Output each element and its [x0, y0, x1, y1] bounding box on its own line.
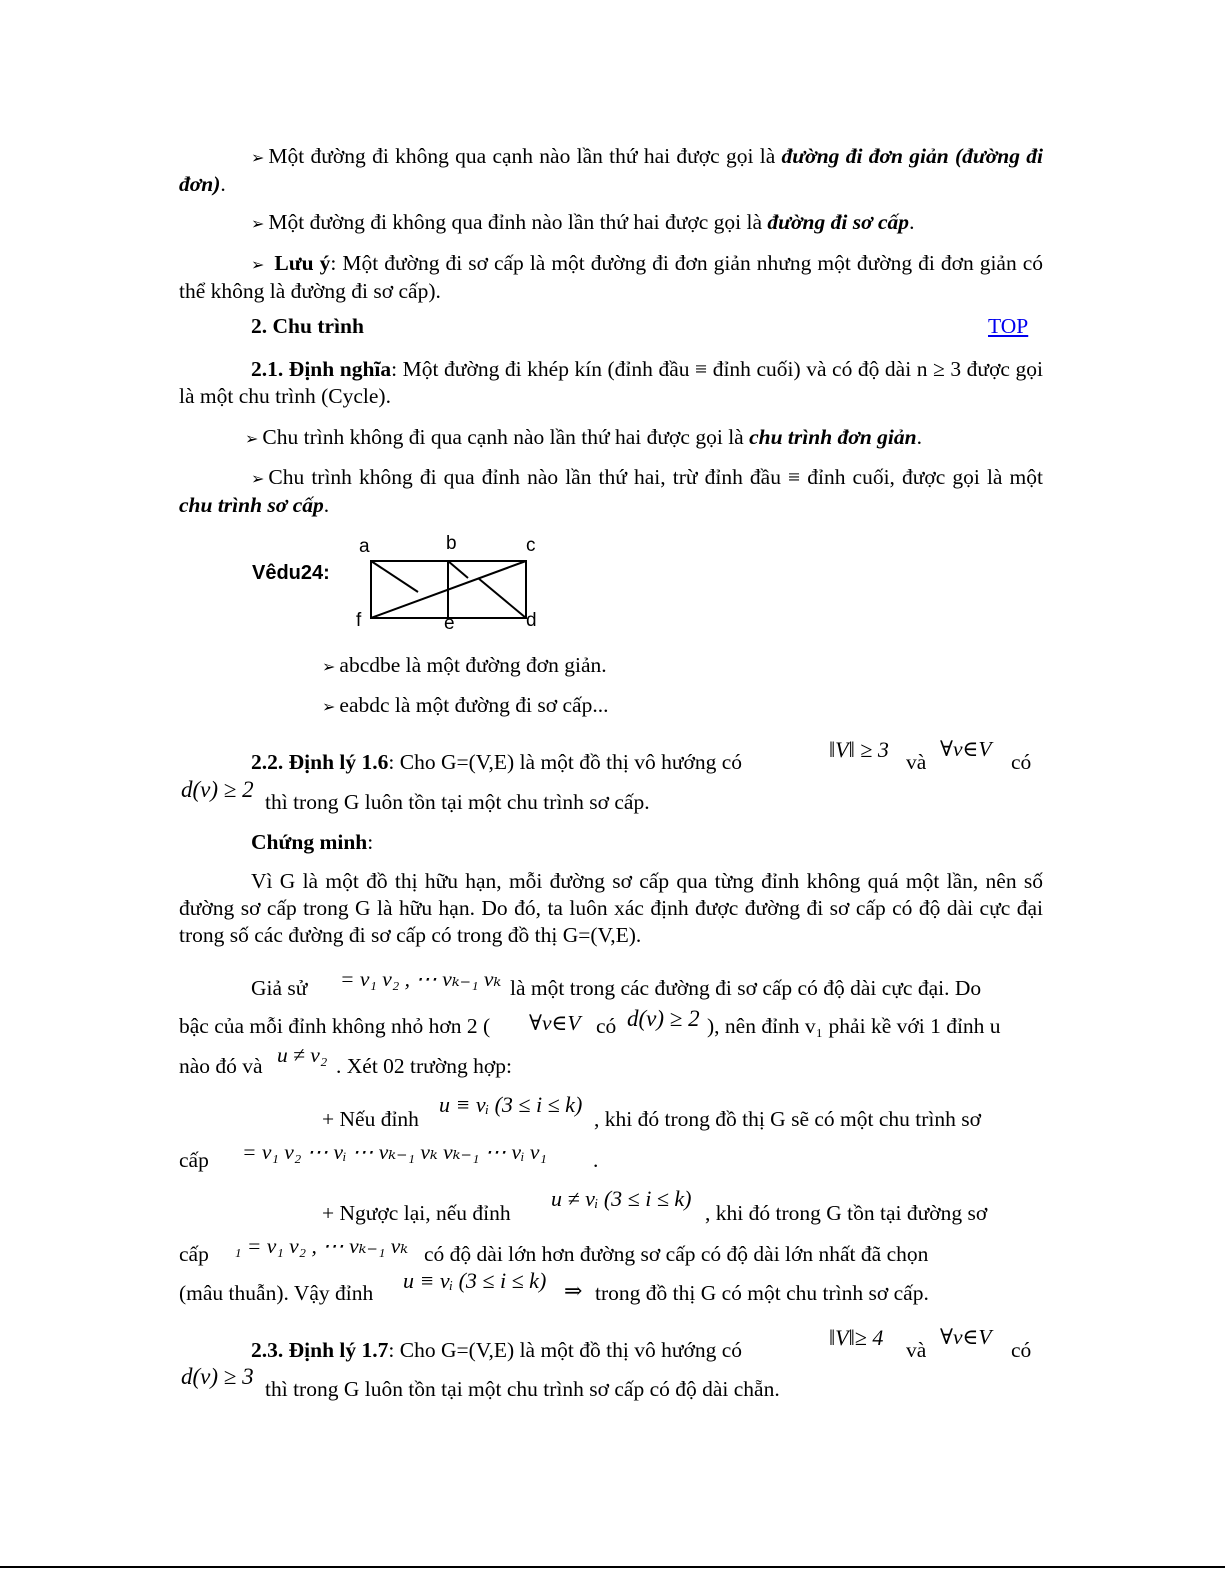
- figure-caption: Vêdu24:: [252, 562, 330, 584]
- arrow-bullet-icon: ➢: [251, 469, 265, 488]
- proof-forall: ∀v∈V: [529, 1011, 581, 1035]
- case2-start: + Ngược lại, nếu đỉnh: [322, 1201, 511, 1225]
- theorem-1-6-degree: d(v) ≥ 2: [181, 777, 254, 802]
- proof-title: Chứng minh:: [251, 830, 374, 854]
- example-elementary-path: ➢ eabdc là một đường đi sơ cấp...: [322, 693, 609, 717]
- text-co: có: [1011, 1338, 1032, 1362]
- top-link[interactable]: TOP: [988, 314, 1029, 338]
- arrow-bullet-icon: ➢: [251, 255, 265, 274]
- case1-start: + Nếu đỉnh: [322, 1107, 419, 1131]
- vertex-f: f: [356, 610, 362, 631]
- case2-conclusion: trong đồ thị G có một chu trình sơ cấp.: [595, 1281, 929, 1305]
- example-simple-path: ➢ abcdbe là một đường đơn giản.: [322, 653, 607, 677]
- case1-condition: u ≡ vᵢ (3 ≤ i ≤ k): [439, 1092, 583, 1117]
- proof-co: có: [596, 1014, 617, 1038]
- case1-cycle: = v₁ v₂ ⋯ vᵢ ⋯ vₖ₋₁ vₖ vₖ₋₁ ⋯ vᵢ v₁: [242, 1140, 547, 1164]
- vertex-d: d: [526, 610, 537, 631]
- theorem-1-6-forall: ∀v∈V: [940, 737, 992, 761]
- proof-suppose: Giả sử: [251, 976, 308, 1000]
- theorem-1-7: 2.3. Định lý 1.7: Cho G=(V,E) là một đồ thị vô hướng có: [251, 1338, 743, 1362]
- text-and: và: [906, 750, 927, 774]
- case1-tail: , khi đó trong đồ thị G sẽ có một chu trình sơ: [594, 1107, 981, 1131]
- proof-line3a: nào đó và: [179, 1054, 263, 1078]
- arrow-bullet-icon: ➢: [322, 657, 336, 676]
- case2-condition2: u ≡ vᵢ (3 ≤ i ≤ k): [403, 1268, 547, 1293]
- graph-figure: [350, 530, 550, 632]
- case2-path: ₁ = v₁ v₂ , ⋯ vₖ₋₁ vₖ: [234, 1234, 409, 1258]
- implies-icon: ⇒: [564, 1278, 583, 1303]
- paragraph-elementary-path: ➢ Một đường đi không qua đỉnh nào lần thứ hai được gọi là đường đi sơ cấp.: [251, 210, 915, 234]
- theorem-1-7-forall: ∀v∈V: [940, 1325, 992, 1349]
- theorem-1-6-tail: thì trong G luôn tồn tại một chu trình sơ cấp.: [265, 790, 650, 814]
- vertex-e: e: [444, 613, 455, 632]
- arrow-bullet-icon: ➢: [251, 148, 265, 167]
- case2-contradiction: (mâu thuẫn). Vậy đỉnh: [179, 1281, 374, 1305]
- theorem-1-7-tail: thì trong G luôn tồn tại một chu trình sơ cấp có độ dài chẵn.: [265, 1377, 780, 1401]
- case1-cap: cấp: [179, 1148, 209, 1172]
- edge-a-e: [371, 561, 418, 592]
- arrow-bullet-icon: ➢: [322, 697, 336, 716]
- proof-line3c: . Xét 02 trường hợp:: [336, 1054, 512, 1078]
- vertex-a: a: [359, 536, 370, 557]
- page-bottom-rule: [0, 1566, 1225, 1568]
- theorem-1-7-cond-vertices: ‖V‖≥ 4: [829, 1325, 884, 1350]
- case2-tail: , khi đó trong G tồn tại đường sơ: [705, 1201, 988, 1225]
- definition-cycle: 2.1. Định nghĩa: Một đường đi khép kín (đỉnh đầu ≡ đỉnh cuối) và có độ dài n ≥ 3 được gọi là một chu trình (Cycle).: [179, 357, 1043, 408]
- theorem-1-6-cond-vertices: ‖V‖ ≥ 3: [829, 737, 889, 762]
- case2-condition: u ≠ vᵢ (3 ≤ i ≤ k): [551, 1186, 692, 1211]
- vertex-b: b: [446, 533, 457, 554]
- edge-b-d: [478, 578, 526, 618]
- case1-end: .: [593, 1148, 599, 1172]
- theorem-1-7-degree: d(v) ≥ 3: [181, 1364, 254, 1389]
- bullet-elementary-cycle: ➢ Chu trình không đi qua đỉnh nào lần thứ hai, trừ đỉnh đầu ≡ đỉnh cuối, được gọi là một chu trình sơ cấp.: [179, 465, 1043, 517]
- paragraph-simple-path: ➢ Một đường đi không qua cạnh nào lần thứ hai được gọi là đường đi đơn giản (đường đi đơn).: [179, 144, 1043, 196]
- proof-line2e: ), nên đỉnh v₁ phải kề với 1 đỉnh u: [707, 1014, 1001, 1038]
- proof-u-neq-v2: u ≠ v₂: [277, 1043, 328, 1067]
- paragraph-note: ➢ Lưu ý: Một đường đi sơ cấp là một đường đi đơn giản nhưng một đường đi đơn giản có thể không là đường đi sơ cấp).: [179, 251, 1044, 303]
- arrow-bullet-icon: ➢: [245, 429, 259, 448]
- case2-longer: có độ dài lớn hơn đường sơ cấp có độ dài lớn nhất đã chọn: [424, 1242, 929, 1266]
- proof-suppose-tail: là một trong các đường đi sơ cấp có độ dài cực đại. Do: [510, 976, 982, 1000]
- bullet-simple-cycle: ➢ Chu trình không đi qua cạnh nào lần thứ hai được gọi là chu trình đơn giản.: [245, 425, 922, 449]
- proof-degree: d(v) ≥ 2: [627, 1006, 700, 1031]
- vertex-c: c: [526, 535, 536, 556]
- case2-cap: cấp: [179, 1242, 209, 1266]
- proof-path-formula: = v₁ v₂ , ⋯ vₖ₋₁ vₖ: [340, 967, 502, 991]
- edge-b-x: [448, 561, 468, 578]
- arrow-bullet-icon: ➢: [251, 214, 265, 233]
- proof-line2a: bậc của mỗi đỉnh không nhỏ hơn 2 (: [179, 1014, 491, 1038]
- section-title: 2. Chu trình: [251, 314, 364, 338]
- text-and: và: [906, 1338, 927, 1362]
- text-co: có: [1011, 750, 1032, 774]
- theorem-1-6: 2.2. Định lý 1.6: Cho G=(V,E) là một đồ thị vô hướng có: [251, 750, 743, 774]
- proof-paragraph: Vì G là một đồ thị hữu hạn, mỗi đường sơ cấp qua từng đỉnh không quá một lần, nên số đường sơ cấp trong G là hữu hạn. Do đó, ta luôn xác định được đường đi sơ cấp có độ dài cực đại trong số các đường đi sơ cấp có trong đồ thị G=(V,E).: [179, 869, 1043, 947]
